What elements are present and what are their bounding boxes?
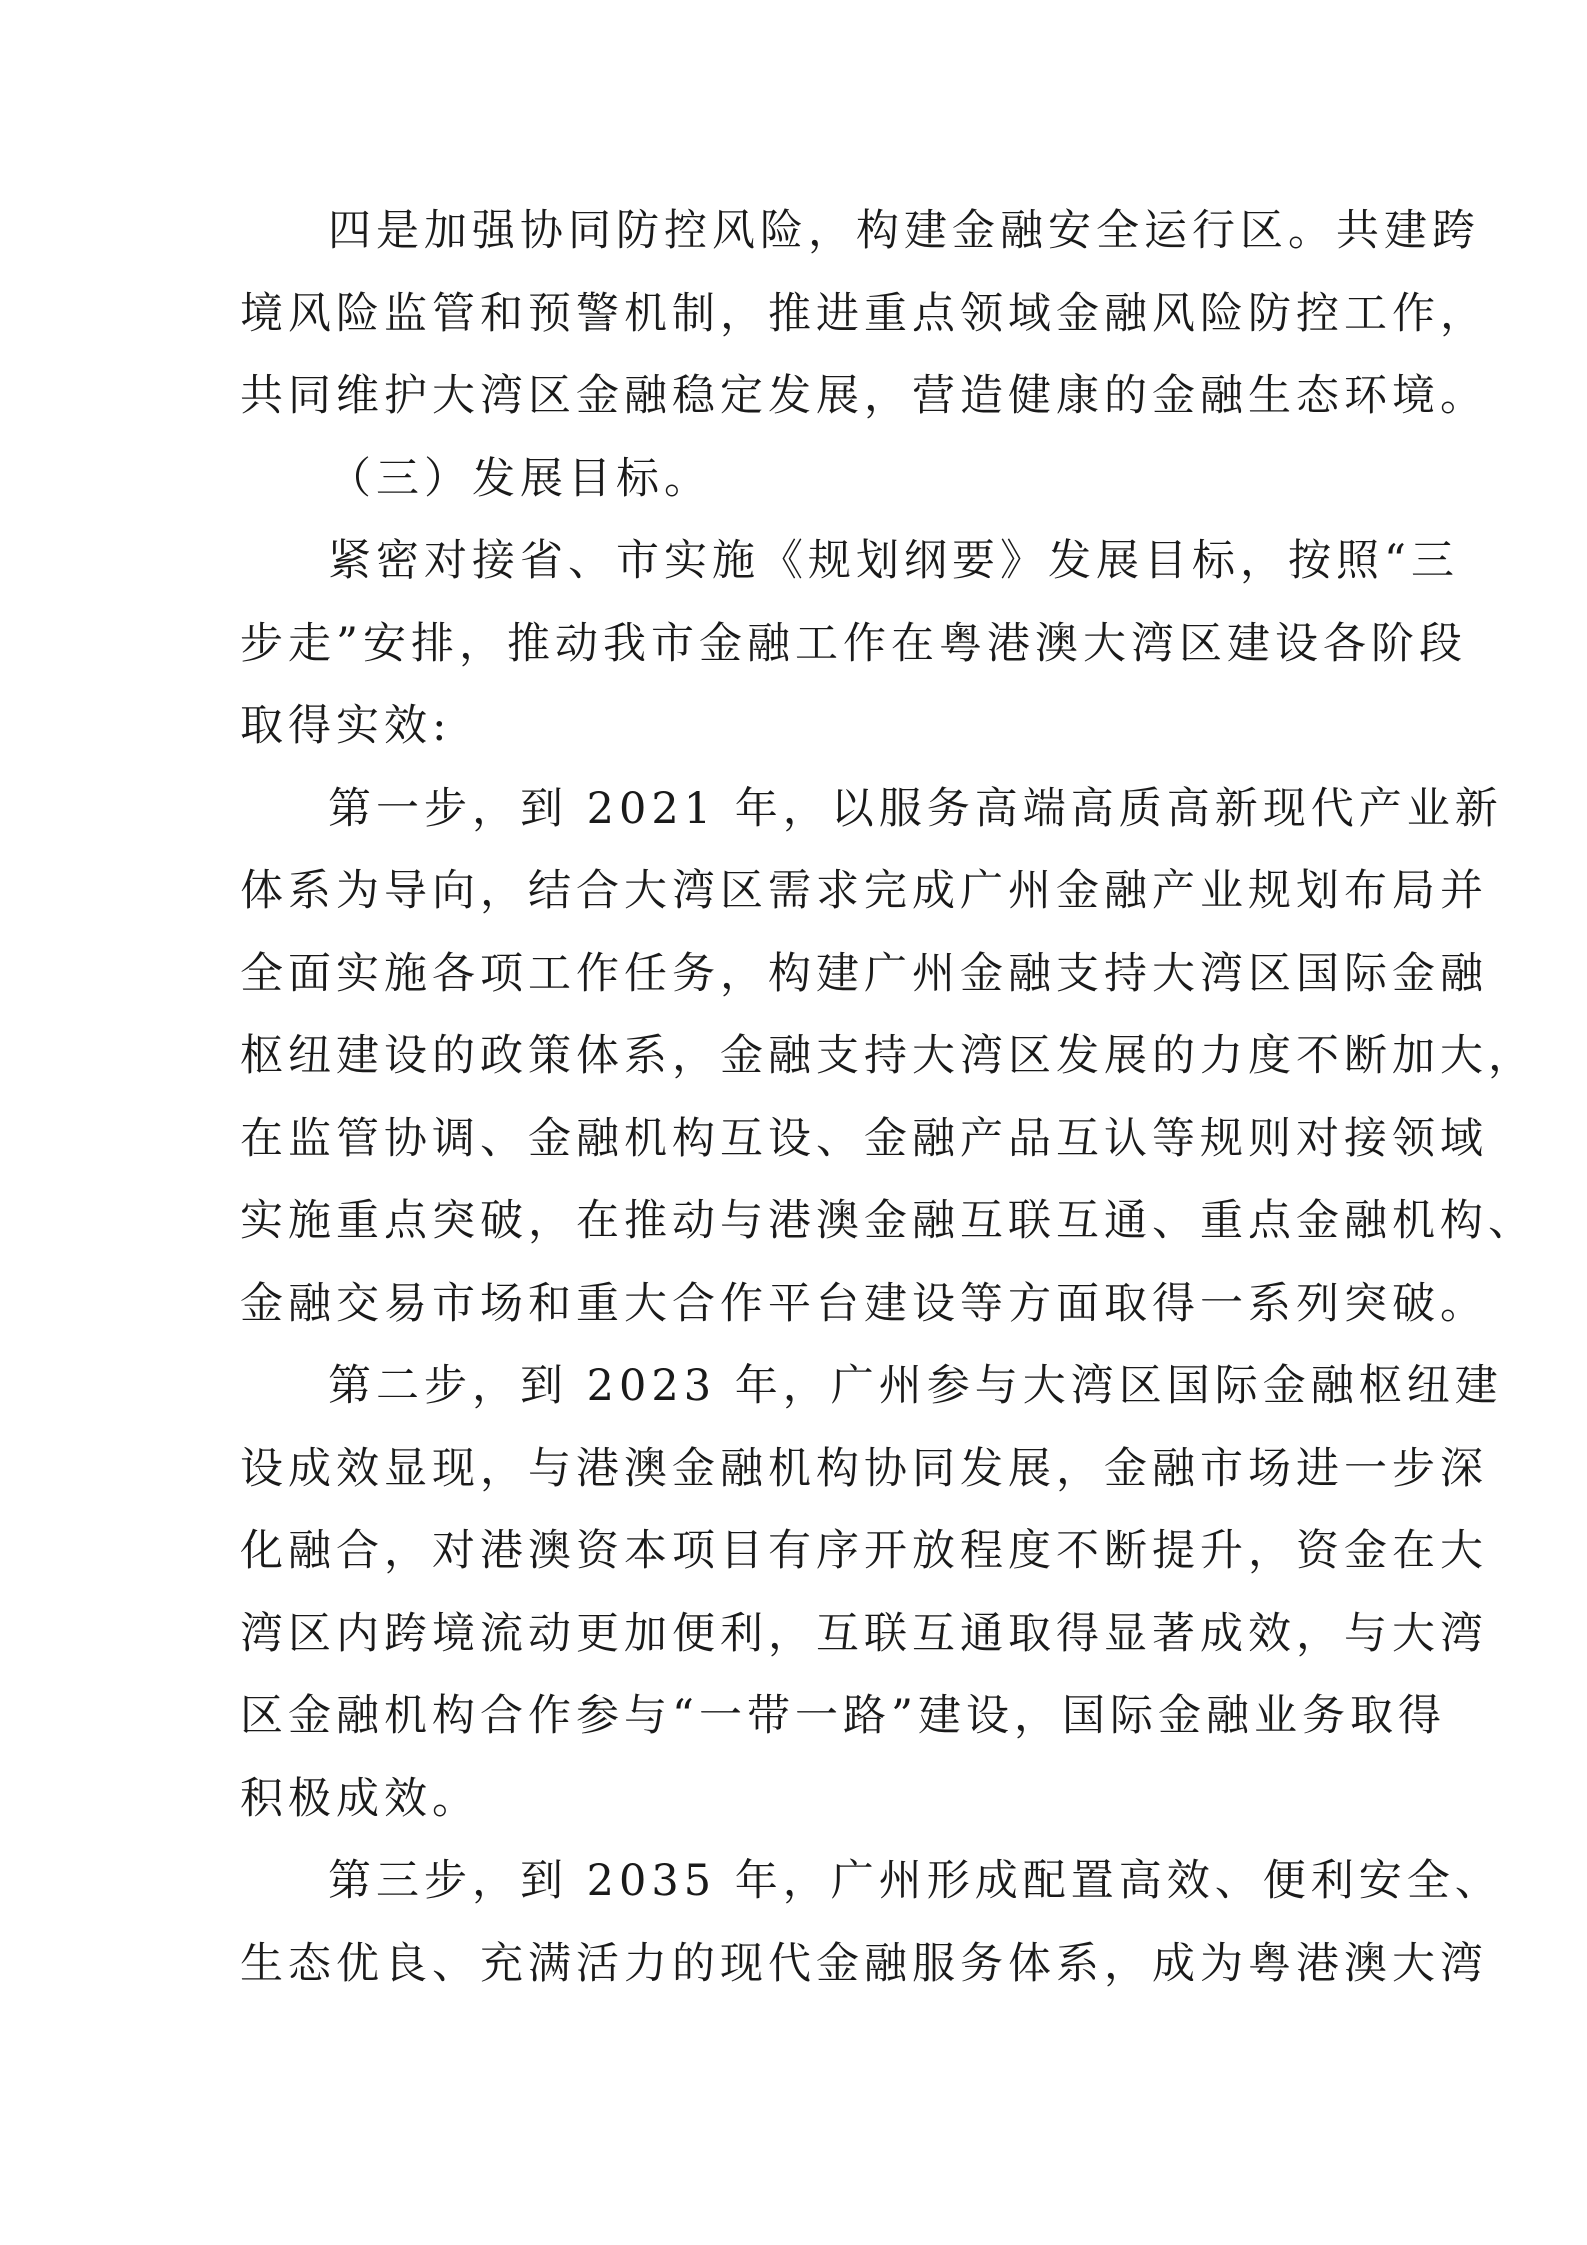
paragraph-line: 全面实施各项工作任务，构建广州金融支持大湾区国际金融	[240, 948, 1488, 999]
paragraph-step-two	[240, 1345, 1503, 1840]
paragraph-line: 化融合，对港澳资本项目有序开放程度不断提升，资金在大	[240, 1526, 1488, 1576]
paragraph-line: 积极成效。	[240, 1773, 480, 1824]
paragraph-line: 体系为导向，结合大湾区需求完成广州金融产业规划布局并	[240, 866, 1488, 916]
paragraph-line: 第一步，到 2021 年，以服务高端高质高新现代产业新	[328, 783, 1503, 834]
paragraph-line: 四是加强协同防控风险，构建金融安全运行区。共建跨	[328, 206, 1480, 256]
paragraph-line: 区金融机构合作参与“一带一路”建设，国际金融业务取得	[240, 1691, 1446, 1741]
paragraph-line: 设成效显现，与港澳金融机构协同发展，金融市场进一步深	[240, 1443, 1488, 1494]
paragraph-line: 在监管协调、金融机构互设、金融产品互认等规则对接领域	[240, 1113, 1488, 1164]
paragraph-line: 境风险监管和预警机制，推进重点领域金融风险防控工作，	[240, 288, 1488, 339]
paragraph-line: 步走”安排，推动我市金融工作在粤港澳大湾区建设各阶段	[240, 618, 1467, 669]
paragraph-step-one	[240, 768, 1536, 1346]
paragraph-line: 第三步，到 2035 年，广州形成配置高效、便利安全、	[328, 1856, 1503, 1906]
paragraph-line: 湾区内跨境流动更加便利，互联互通取得显著成效，与大湾	[240, 1608, 1488, 1659]
paragraph-line: 取得实效:	[240, 701, 452, 751]
paragraph-line: 枢纽建设的政策体系，金融支持大湾区发展的力度不断加大，	[240, 1031, 1536, 1081]
paragraph-line: 紧密对接省、市实施《规划纲要》发展目标，按照“三	[328, 536, 1459, 586]
section-heading-development-goals	[240, 438, 1350, 521]
paragraph-line: 实施重点突破，在推动与港澳金融互联互通、重点金融机构、	[240, 1196, 1536, 1246]
paragraph-line: 金融交易市场和重大合作平台建设等方面取得一系列突破。	[240, 1278, 1488, 1329]
paragraph-three-steps-intro	[240, 520, 1467, 768]
document-body	[240, 190, 1536, 2005]
paragraph-line: 第二步，到 2023 年，广州参与大湾区国际金融枢纽建	[328, 1361, 1503, 1411]
paragraph-line: 共同维护大湾区金融稳定发展，营造健康的金融生态环境。	[240, 371, 1488, 421]
paragraph-line: 生态优良、充满活力的现代金融服务体系，成为粤港澳大湾	[240, 1938, 1488, 1989]
paragraph-step-three	[240, 1840, 1503, 2005]
section-heading: （三）发展目标。	[328, 453, 712, 504]
paragraph-strengthen-risk-control	[240, 190, 1488, 438]
